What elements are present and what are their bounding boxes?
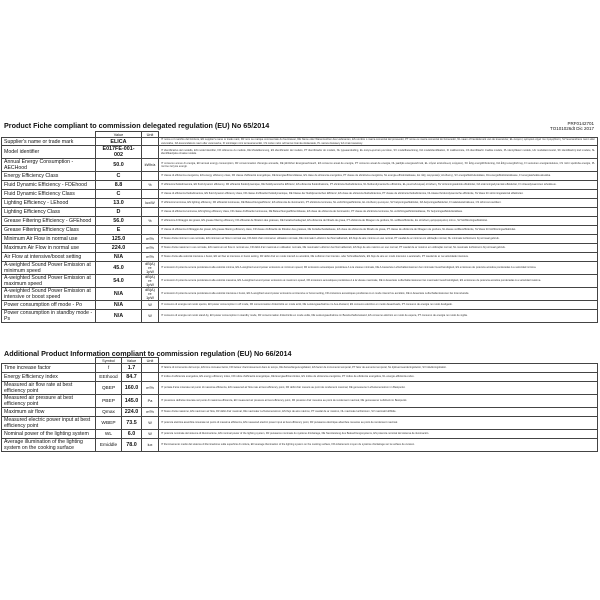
multilingual-description: IT fattore di incremento del tempo, EN time increase factor, FR facteur d'accroissement dans le temps, DE Zeitverlängerungsfaktor, ES factor de incremento temporal, PT fator de aumento temporal, NL tijdsvermeerderingsfactor, SV tidsökningsfaktor. [159, 364, 598, 373]
parameter-label: A-weighted Sound Power Emission at maximum speed [2, 275, 96, 288]
parameter-label: Power consumption in standby mode - Ps [2, 310, 96, 323]
parameter-unit [142, 146, 159, 159]
parameter-value: D [96, 208, 142, 217]
parameter-unit: m³/h [142, 382, 159, 395]
parameter-unit: W [142, 417, 159, 430]
fiche-row [2, 138, 598, 146]
multilingual-description: IT illuminamento medio del sistema di illuminazione sulla superficie di cottura, EN average illumination of the lighting system on the cooking surface, FR éclairement moyen du système d'éclairage sur la surface de cuisson. [159, 439, 598, 452]
parameter-value: 224.0 [96, 244, 142, 253]
parameter-label: Measured air flow rate at best efficiency point [2, 382, 96, 395]
parameter-label: Supplier's name or trade mark [2, 138, 96, 146]
parameter-unit: % [142, 181, 159, 190]
parameter-value: N/A [96, 253, 142, 262]
parameter-unit: W [142, 430, 159, 439]
document-code [550, 121, 594, 131]
parameter-label: Time increase factor [2, 364, 96, 373]
multilingual-description: IT pressione dell'aria misurata nel punto di massima efficienza, EN measured air pressure at best efficiency point, FR pression d'air mesurée au point de rendement maximal, DE gemessener Luftdruck im Bestpunkt. [159, 395, 598, 408]
multilingual-description: IT efficienza luminosa, EN lighting efficiency, FR efficacité lumineuse, DE Beleuchtungseffizienz, ES eficiencia de iluminación, PT eficiência luminosa, NL verlichtingsefficiëntie, EL απόδοση φωτισμού, SV belysningseffektivitet, DA belysningseffektivitet, FI valaistustehokkuus, CS účinnost osvětlení. [159, 199, 598, 208]
unit-col-header: Unit [142, 358, 159, 364]
fiche-row [2, 262, 598, 275]
fiche-row [2, 253, 598, 262]
multilingual-description: IT flusso d'aria minimo in uso normale, EN minimum air flow in normal use, FR débit d'air minimal en utilisation normale, DE minimaler Luftstrom bei Normalbetrieb, ES flujo de aire mínimo en uso normal, PT caudal de ar mínimo em utilização normal, NL minimale luchtstroom bij normaal gebruik. [159, 235, 598, 244]
parameter-label: Maximum Air Flow in normal use [2, 244, 96, 253]
parameter-unit [142, 172, 159, 181]
fiche-row [2, 217, 598, 226]
fiche-table [1, 131, 598, 323]
parameter-value: 145.0 [122, 395, 142, 408]
multilingual-description: IT identificativo del modello, EN model identifier, FR référence du modèle, DE Modellkennung, ES identificador del modelo, PT identificador do modelo, NL typeaanduiding, EL αναγνωριστικό μοντέλου, SV modellbeteckning, DA modelidentifikation, FI mallitunniste, CS identifikační značka modelu, PL identyfikator modelu, HU modellazonosító, SK identifikačný kód modelu, SL identifikacijska oznaka modela. [159, 146, 598, 159]
fiche-row [2, 181, 598, 190]
unit-col-header: Unit [142, 132, 159, 138]
fiche-row [2, 199, 598, 208]
parameter-unit: kWh/a [142, 159, 159, 172]
parameter-unit: % [142, 217, 159, 226]
parameter-value: N/A [96, 310, 142, 323]
parameter-unit [142, 226, 159, 235]
parameter-label: Air Flow at intensive/boost setting [2, 253, 96, 262]
document-date: TO101026dt Dic 2017 [550, 126, 594, 131]
multilingual-description: IT portata d'aria misurata nel punto di massima efficienza, EN measured air flow rate at best efficiency point, FR débit d'air mesuré au point de rendement maximal, DE gemessener Luftvolumenstrom im Bestpunkt. [159, 382, 598, 395]
parameter-unit: W [142, 301, 159, 310]
multilingual-description: IT classe di efficienza fluidodinamica, EN fluid dynamic efficiency class, FR classe d'efficacité fluidodynamique, DE Klasse der fluiddynamischen Effizienz, ES clase de eficiencia fluidodinámica, PT classe de eficiência fluidodinâmica, NL klasse fluïdumdynamische efficiëntie, SV klass för strömningsteknisk effektivitet. [159, 190, 598, 199]
parameter-label: Measured electric power input at best efficiency point [2, 417, 96, 430]
parameter-symbol: Emiddle [96, 439, 122, 452]
parameter-label: A-weighted Sound Power Emission at minimum speed [2, 262, 96, 275]
parameter-label: Nominal power of the lighting system [2, 430, 96, 439]
symbol-col-header: Symbol [96, 358, 122, 364]
multilingual-description: IT classe di efficienza energetica, EN energy efficiency class, FR classe d'efficacité énergétique, DE Energieeffizienzklasse, ES clase de eficiencia energética, PT classe de eficiência energética, NL energie-efficiëntieklasse, EL τάξη ενεργειακής απόδοσης, SV energieffektivitetsklass, DA energieffektivitetsklasse, FI energiatehokkuusluokka. [159, 172, 598, 181]
multilingual-description: IT potenza elettrica assorbita misurata nel punto di massima efficienza, EN measured electric power input at best efficiency point, FR puissance électrique absorbée mesurée au point de rendement maximal. [159, 417, 598, 430]
parameter-value: 73.5 [122, 417, 142, 430]
parameter-label: Fluid Dynamic Efficiency Class [2, 190, 96, 199]
parameter-label: A-weighted Sound Power Emission at intensive or boost speed [2, 288, 96, 301]
additional-row [2, 430, 598, 439]
parameter-label: Power consumption off mode - Po [2, 301, 96, 310]
multilingual-description: IT nome o il marchio del fornitore, EN supplier's name or trade mark, FR nom ou marque commerciale du fournisseur, DE Name oder Warenzeichen des Lieferanten, ES nombre o marca comercial del proveedor, PT nome ou marca comercial do fornecedor, NL naam of handelsmerk van de leverancier, EL όνομα ή εμπορικό σήμα του προμηθευτή, SV leverantörens namn eller varumärke, DA leverandørens navn eller varemærke, FI toimittajan nimi tai tavaramerkki, CS název nebo ochranná známka dodavatele, PL nazwa dostawcy lub znak towarowy. [159, 138, 598, 146]
multilingual-description: IT efficienza fluidodinamica, EN fluid dynamic efficiency, FR efficacité fluidodynamique, DE fluiddynamische Effizienz, ES eficiencia fluidodinámica, PT eficiência fluidodinâmica, NL fluïdumdynamische efficiëntie, EL ρευστοδυναμική απόδοση, SV strömningsteknisk effektivitet, DA strømningsdynamisk effektivitet, FI virtausdynaaminen tehokkuus. [159, 181, 598, 190]
parameter-unit [142, 364, 159, 373]
parameter-unit: m³/h [142, 408, 159, 417]
fiche-row [2, 159, 598, 172]
fiche-row [2, 146, 598, 159]
additional-row [2, 439, 598, 452]
parameter-label: Model identifier [2, 146, 96, 159]
parameter-value: E [96, 226, 142, 235]
additional-row [2, 364, 598, 373]
fiche-row [2, 244, 598, 253]
value-col-header: Value [122, 358, 142, 364]
fiche-row [2, 310, 598, 323]
additional-table [1, 357, 598, 452]
parameter-value: 54.0 [96, 275, 142, 288]
parameter-label: Maximum air flow [2, 408, 96, 417]
parameter-value: 50.0 [96, 159, 142, 172]
fiche-title: Product Fiche compliant to commission delegated regulation (EU) No 65/2014 [4, 121, 270, 130]
parameter-unit [142, 373, 159, 382]
fiche-row [2, 172, 598, 181]
fiche-row [2, 226, 598, 235]
parameter-value: 1.7 [122, 364, 142, 373]
parameter-value: ELICA [96, 138, 142, 146]
multilingual-description: IT consumo annuo di energia, EN annual energy consumption, FR consommation d'énergie annuelle, DE jährlicher Energieverbrauch, ES consumo anual de energía, PT consumo anual de energia, NL jaarlijks energieverbruik, EL ετήσια κατανάλωση ενέργειας, SV årlig energiförbrukning, DA årligt energiforbrug, FI vuotuinen energiankulutus, CS roční spotřeba energie, PL roczne zużycie energii. [159, 159, 598, 172]
parameter-unit [142, 190, 159, 199]
multilingual-description: IT consumo di energia nel modo stand-by, EN power consumption in standby mode, FR consommation d'électricité en mode veille, DE Leistungsaufnahme im Bereitschaftszustand, ES consumo eléctrico en modo de espera, PT consumo de energia no modo de vigília. [159, 310, 598, 323]
additional-row [2, 382, 598, 395]
multilingual-description: IT emissioni di potenza sonora ponderata A alla velocità massima, EN A-weighted sound power emissions at maximum speed, FR émissions acoustiques pondérées A à la vitesse maximale, DE A-bewertete Luftschallemissionen bei maximaler Geschwindigkeit, ES emisiones de potencia acústica ponderadas A a velocidad máxima. [159, 275, 598, 288]
multilingual-description: IT consumo di energia nel modo spento, EN power consumption in off mode, FR consommation d'électricité en mode arrêt, DE Leistungsaufnahme im Aus-Zustand, ES consumo eléctrico en modo desactivado, PT consumo de energia no modo desligado. [159, 301, 598, 310]
parameter-symbol: Qmax [96, 408, 122, 417]
parameter-value: 56.0 [96, 217, 142, 226]
fiche-row [2, 208, 598, 217]
parameter-unit: lux [142, 439, 159, 452]
parameter-unit: m³/h [142, 253, 159, 262]
additional-row [2, 373, 598, 382]
multilingual-description: IT emissioni di potenza sonora ponderata A alla velocità minima, EN A-weighted sound power emissions at minimum speed, FR émissions acoustiques pondérées A à la vitesse minimale, DE A-bewertete Luftschallemissionen bei minimaler Geschwindigkeit, ES emisiones de potencia acústica ponderadas A a velocidad mínima. [159, 262, 598, 275]
multilingual-description: IT emissioni di potenza sonora ponderata A alla velocità intensiva o boost, EN A-weighted sound power emissions at intensive or boost setting, FR émissions acoustiques pondérées A en mode intensif ou accéléré, DE A-bewertete Luftschallemissionen bei Intensivstufe. [159, 288, 598, 301]
parameter-symbol: WL [96, 430, 122, 439]
parameter-unit: Pa [142, 395, 159, 408]
multilingual-description: IT indice di efficienza energetica, EN energy efficiency index, FR indice d'efficacité énergétique, DE Energieeffizienzindex, ES índice de eficiencia energética, PT índice de eficiência energética, NL energie-efficiëntie-index. [159, 373, 598, 382]
parameter-value: 125.0 [96, 235, 142, 244]
parameter-symbol: EEIhood [96, 373, 122, 382]
parameter-label: Grease Filtering Efficiency - GFEhood [2, 217, 96, 226]
additional-row [2, 417, 598, 430]
fiche-row [2, 235, 598, 244]
parameter-unit: W [142, 310, 159, 323]
parameter-value: 84.7 [122, 373, 142, 382]
multilingual-description: IT efficienza di filtraggio dei grassi, EN grease filtering efficiency, FR efficacité de filtration des graisses, DE Fettabscheidegrad, ES eficiencia de filtrado de grasa, PT eficiência de filtragem de gordura, NL vetfilterefficiëntie, EL απόδοση φιλτραρίσματος λιπών, SV fettfiltreringseffektivitet. [159, 217, 598, 226]
parameter-label: Minimum Air Flow in normal use [2, 235, 96, 244]
multilingual-description: IT flusso d'aria massimo, EN maximum air flow, FR débit d'air maximal, DE maximaler Luftvolumenstrom, ES flujo de aire máximo, PT caudal de ar máximo, NL maximale luchtstroom, SV maximalt luftflöde. [159, 408, 598, 417]
parameter-symbol: WBEP [96, 417, 122, 430]
document-number: PRF0142701 [567, 121, 594, 126]
additional-row [2, 408, 598, 417]
parameter-value: 160.0 [122, 382, 142, 395]
fiche-row [2, 288, 598, 301]
parameter-label: Lighting Efficiency - LEhood [2, 199, 96, 208]
parameter-unit: m³/h [142, 244, 159, 253]
parameter-value: 45.0 [96, 262, 142, 275]
parameter-label: Energy Efficiency Class [2, 172, 96, 181]
parameter-unit: lux/W [142, 199, 159, 208]
parameter-value: C [96, 172, 142, 181]
parameter-value: 8.8 [96, 181, 142, 190]
parameter-label: Average illumination of the lighting system on the cooking surface [2, 439, 96, 452]
parameter-value: 13.0 [96, 199, 142, 208]
multilingual-description: IT potenza nominale del sistema di illuminazione, EN nominal power of the lighting system, FR puissance nominale du système d'éclairage, DE Nennleistung des Beleuchtungssystems, ES potencia nominal del sistema de iluminación. [159, 430, 598, 439]
parameter-unit: dB(A) re 1pW [142, 275, 159, 288]
parameter-value: N/A [96, 288, 142, 301]
value-col-header: Value [96, 132, 142, 138]
parameter-symbol: QBEP [96, 382, 122, 395]
parameter-unit: dB(A) re 1pW [142, 288, 159, 301]
parameter-symbol: f [96, 364, 122, 373]
parameter-label: Lighting Efficiency Class [2, 208, 96, 217]
parameter-unit [142, 208, 159, 217]
multilingual-description: IT flusso d'aria massimo in uso normale, EN maximum air flow in normal use, FR débit d'air maximal en utilisation normale, DE maximaler Luftstrom bei Normalbetrieb, ES flujo de aire máximo en uso normal, PT caudal de ar máximo em utilização normal, NL maximale luchtstroom bij normaal gebruik. [159, 244, 598, 253]
parameter-value: 6.0 [122, 430, 142, 439]
parameter-label: Annual Energy Consumption - AECHood [2, 159, 96, 172]
additional-row [2, 395, 598, 408]
multilingual-description: IT flusso d'aria alla velocità intensiva o boost, EN air flow at intensive or boost setting, FR débit d'air en mode intensif ou accéléré, DE Luftstrom bei Intensiv- oder Schnelllaufstufe, ES flujo de aire en modo intensivo o acelerado, PT caudal de ar na velocidade intensiva. [159, 253, 598, 262]
parameter-value: E017FE-001-002 [96, 146, 142, 159]
parameter-unit [142, 138, 159, 146]
parameter-unit: m³/h [142, 235, 159, 244]
parameter-unit: dB(A) re 1pW [142, 262, 159, 275]
parameter-label: Grease Filtering Efficiency Class [2, 226, 96, 235]
parameter-value: 78.0 [122, 439, 142, 452]
additional-title: Additional Product Information compliant to commission regulation (EU) No 66/2014 [4, 349, 292, 358]
multilingual-description: IT classe di efficienza di filtraggio dei grassi, EN grease filtering efficiency class, FR classe d'efficacité de filtration des graisses, DE Fettabscheideklasse, ES clase de eficiencia de filtrado de grasa, PT classe de eficiência de filtragem de gordura, NL klasse vetfilterefficiëntie, SV klass för fettfiltreringseffektivitet. [159, 226, 598, 235]
parameter-value: C [96, 190, 142, 199]
parameter-symbol: PBEP [96, 395, 122, 408]
parameter-label: Measured air pressure at best efficiency point [2, 395, 96, 408]
parameter-value: N/A [96, 301, 142, 310]
parameter-label: Fluid Dynamic Efficiency - FDEhood [2, 181, 96, 190]
fiche-row [2, 275, 598, 288]
multilingual-description: IT classe di efficienza luminosa, EN lighting efficiency class, FR classe d'efficacité lumineuse, DE Beleuchtungseffizienzklasse, ES clase de eficiencia de iluminación, PT classe de eficiência luminosa, NL verlichtingsefficiëntieklasse, SV belysningseffektivitetsklass. [159, 208, 598, 217]
fiche-row [2, 301, 598, 310]
parameter-value: 224.0 [122, 408, 142, 417]
parameter-label: Energy Efficiency index [2, 373, 96, 382]
fiche-row [2, 190, 598, 199]
